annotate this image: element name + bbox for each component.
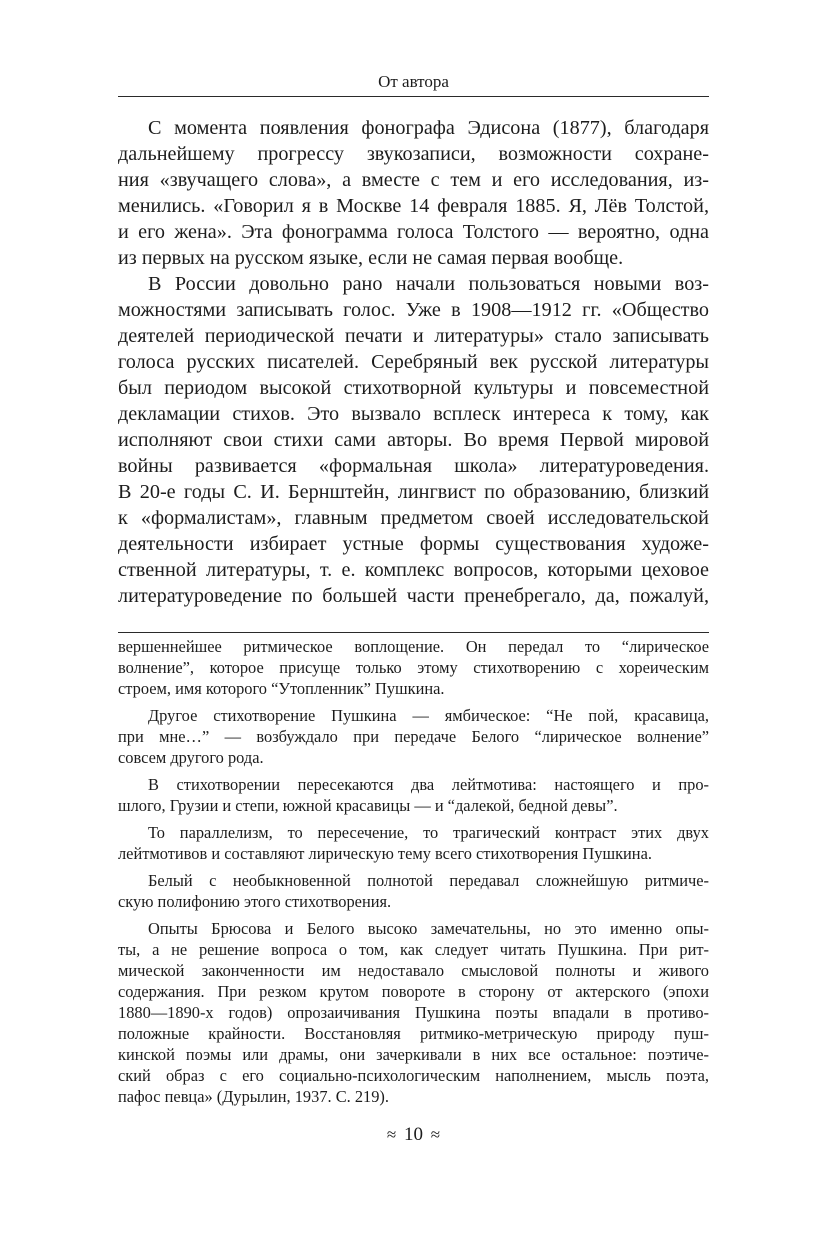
running-header: От автора xyxy=(378,72,449,91)
footnote-line: мической законченности им недоставало смысловой полноты и живого xyxy=(118,961,709,980)
footnote-line: скую полифонию этого стихотворения. xyxy=(118,892,392,911)
text-line: менились. «Говорил я в Москве 14 февраля 1885. Я, Лёв Толстой, xyxy=(118,195,709,217)
footnote-paragraph xyxy=(118,822,709,864)
text-line: к «формалистам», главным предметом своей исследовательской xyxy=(118,507,709,529)
main-text xyxy=(118,115,709,609)
text-line: голоса русских писателей. Серебряный век русской литературы xyxy=(118,351,709,373)
text-line: В России довольно рано начали пользоваться новыми воз- xyxy=(148,273,709,295)
page-number: 10 xyxy=(404,1124,423,1145)
footnote-line: Белый с необыкновенной полнотой передавал сложнейшую ритмиче- xyxy=(148,871,709,890)
footnote-line: совсем другого рода. xyxy=(118,748,264,767)
text-line: из первых на русском языке, если не самая первая вообще. xyxy=(118,247,624,269)
footnote-paragraph xyxy=(118,705,709,768)
footnote-paragraph xyxy=(118,918,709,1107)
footnote-line: при мне…” — возбуждало при передаче Белого “лирическое волнение” xyxy=(118,727,709,746)
footnote-paragraph xyxy=(118,870,709,912)
footnote-line: 1880—1890-х годов) опрозаичивания Пушкина поэты впадали в противо- xyxy=(118,1003,709,1022)
text-line: был периодом высокой стихотворной культуры и повсеместной xyxy=(118,377,709,399)
footnote-line: Опыты Брюсова и Белого высоко замечательны, но это именно опы- xyxy=(148,919,709,938)
text-line: деятелей периодической печати и литературы» стало записывать xyxy=(118,325,709,347)
text-line: деятельности избирает устные формы существования художе- xyxy=(118,533,709,555)
footnote-line: ты, а не решение вопроса о том, как следует читать Пушкина. При рит- xyxy=(118,940,709,959)
header-rule xyxy=(118,96,709,97)
footnote-line: волнение”, которое присуще только этому стихотворению с хореическим xyxy=(118,658,709,677)
footnote-line: лейтмотивов и составляют лирическую тему всего стихотворения Пушкина. xyxy=(118,844,652,863)
footnote-paragraph xyxy=(118,774,709,816)
footnote-rule xyxy=(118,632,709,633)
text-line: С момента появления фонографа Эдисона (1877), благодаря xyxy=(148,117,709,139)
footnote-line: ский образ с его социально-психологическим наполнением, мысль поэта, xyxy=(118,1066,709,1085)
footnote-line: строем, имя которого “Утопленник” Пушкина. xyxy=(118,679,445,698)
text-line: В 20-е годы С. И. Бернштейн, лингвист по образованию, близкий xyxy=(118,481,709,503)
text-line: можностями записывать голос. Уже в 1908—1912 гг. «Общество xyxy=(118,299,709,321)
footnote-line: пафос певца» (Дурылин, 1937. С. 219). xyxy=(118,1087,389,1106)
footnote-line: В стихотворении пересекаются два лейтмотива: настоящего и про- xyxy=(148,775,709,794)
text-line: ния «звучащего слова», а вместе с тем и его исследования, из- xyxy=(118,169,709,191)
footnote-line: содержания. При резком крутом повороте в сторону от актерского (эпохи xyxy=(118,982,709,1001)
footnote-line: кинской поэмы или драмы, они зачеркивали в них все остальное: поэтиче- xyxy=(118,1045,709,1064)
right-ornament-icon: ≈ xyxy=(430,1125,441,1144)
footnote xyxy=(118,636,709,1113)
text-line: дальнейшему прогрессу звукозаписи, возможности сохране- xyxy=(118,143,709,165)
text-line: ственной литературы, т. е. комплекс вопросов, которыми цеховое xyxy=(118,559,709,581)
text-line: декламации стихов. Это вызвало всплеск интереса к тому, как xyxy=(118,403,709,425)
page-number-footer xyxy=(118,1123,709,1147)
footnote-line: шлого, Грузии и степи, южной красавицы — и “далекой, бедной девы”. xyxy=(118,796,618,815)
text-line: и его жена». Эта фонограмма голоса Толстого — вероятно, одна xyxy=(118,221,709,243)
footnote-line: То параллелизм, то пересечение, то трагический контраст этих двух xyxy=(148,823,709,842)
paragraph xyxy=(118,115,709,271)
footnote-line: вершеннейшее ритмическое воплощение. Он передал то “лирическое xyxy=(118,637,709,656)
text-line: войны развивается «формальная школа» литературоведения. xyxy=(118,455,709,477)
footnote-line: положные крайности. Восстановляя ритмико-метрическую природу пуш- xyxy=(118,1024,709,1043)
footnote-line: Другое стихотворение Пушкина — ямбическое: “Не пой, красавица, xyxy=(148,706,709,725)
footnote-paragraph xyxy=(118,636,709,699)
text-line: исполняют свои стихи сами авторы. Во время Первой мировой xyxy=(118,429,709,451)
text-line: литературоведение по большей части пренебрегало, да, пожалуй, xyxy=(118,585,709,607)
left-ornament-icon: ≈ xyxy=(386,1125,397,1144)
paragraph xyxy=(118,271,709,609)
